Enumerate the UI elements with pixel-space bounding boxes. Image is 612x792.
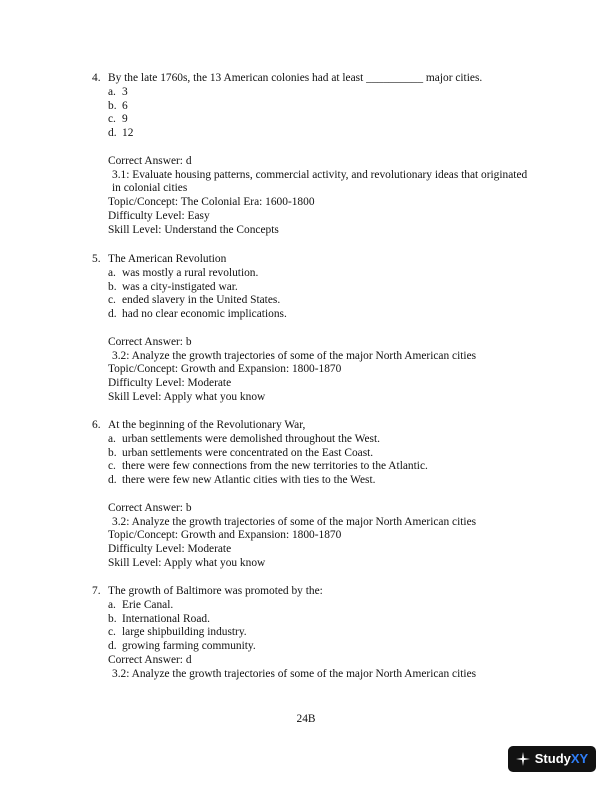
- answer-metadata: [108, 336, 532, 405]
- option-d: d. there were few new Atlantic cities with ties to the West.: [108, 474, 376, 487]
- correct-answer: Correct Answer: d: [108, 154, 192, 167]
- topic-concept: Topic/Concept: Growth and Expansion: 1800-1870: [108, 363, 342, 376]
- page-number: 24B: [296, 713, 316, 725]
- skill-level: Skill Level: Apply what you know: [108, 556, 266, 569]
- correct-answer: Correct Answer: b: [108, 501, 192, 514]
- question-stem: 6. At the beginning of the Revolutionary War,: [92, 419, 306, 431]
- option-a: a. was mostly a rural revolution.: [108, 266, 259, 279]
- option-d: d. growing farming community.: [108, 640, 256, 653]
- studyxy-watermark[interactable]: [508, 746, 596, 772]
- question-stem: 4. By the late 1760s, the 13 American colonies had at least __________ major cities.: [92, 72, 483, 84]
- option-a: a. urban settlements were demolished throughout the West.: [108, 432, 380, 445]
- option-a: a. Erie Canal.: [108, 598, 174, 611]
- plus-sparkle-icon: [516, 752, 530, 766]
- brand-prefix: Study: [534, 751, 571, 767]
- option-d: d. 12: [108, 127, 134, 140]
- answer-metadata: [108, 502, 532, 571]
- option-b: b. was a city-instigated war.: [108, 280, 238, 293]
- answer-metadata: [108, 654, 532, 682]
- option-c: c. there were few connections from the new territories to the Atlantic.: [108, 460, 428, 473]
- option-b: b. urban settlements were concentrated on the East Coast.: [108, 446, 374, 459]
- learning-objective: 3.2: Analyze the growth trajectories of some of the major North American cities: [112, 667, 477, 680]
- skill-level: Skill Level: Understand the Concepts: [108, 223, 279, 236]
- option-c: c. 9: [108, 113, 128, 126]
- question-4: [92, 72, 532, 238]
- topic-concept: Topic/Concept: The Colonial Era: 1600-1800: [108, 196, 315, 209]
- question-7: [92, 585, 532, 682]
- answer-options: [108, 433, 532, 488]
- correct-answer: Correct Answer: d: [108, 653, 192, 666]
- learning-objective: 3.2: Analyze the growth trajectories of some of the major North American cities: [112, 349, 477, 362]
- answer-options: [108, 86, 532, 141]
- option-b: b. International Road.: [108, 612, 210, 625]
- option-c: c. ended slavery in the United States.: [108, 294, 281, 307]
- skill-level: Skill Level: Apply what you know: [108, 390, 266, 403]
- learning-objective: 3.2: Analyze the growth trajectories of some of the major North American cities: [112, 515, 477, 528]
- question-5: [92, 253, 532, 405]
- learning-objective: 3.1: Evaluate housing patterns, commercial activity, and revolutionary ideas that originated in colonial cities: [112, 168, 528, 195]
- option-b: b. 6: [108, 99, 128, 112]
- option-d: d. had no clear economic implications.: [108, 308, 287, 321]
- correct-answer: Correct Answer: b: [108, 335, 192, 348]
- question-6: [92, 419, 532, 571]
- question-stem: 7. The growth of Baltimore was promoted by the:: [92, 585, 323, 597]
- answer-metadata: [108, 155, 532, 238]
- difficulty-level: Difficulty Level: Moderate: [108, 543, 232, 556]
- difficulty-level: Difficulty Level: Easy: [108, 209, 210, 222]
- answer-options: [108, 267, 532, 322]
- difficulty-level: Difficulty Level: Moderate: [108, 377, 232, 390]
- option-c: c. large shipbuilding industry.: [108, 626, 247, 639]
- question-stem: 5. The American Revolution: [92, 253, 227, 265]
- option-a: a. 3: [108, 85, 128, 98]
- topic-concept: Topic/Concept: Growth and Expansion: 1800-1870: [108, 529, 342, 542]
- answer-options: [108, 599, 532, 654]
- brand-suffix: XY: [570, 751, 589, 767]
